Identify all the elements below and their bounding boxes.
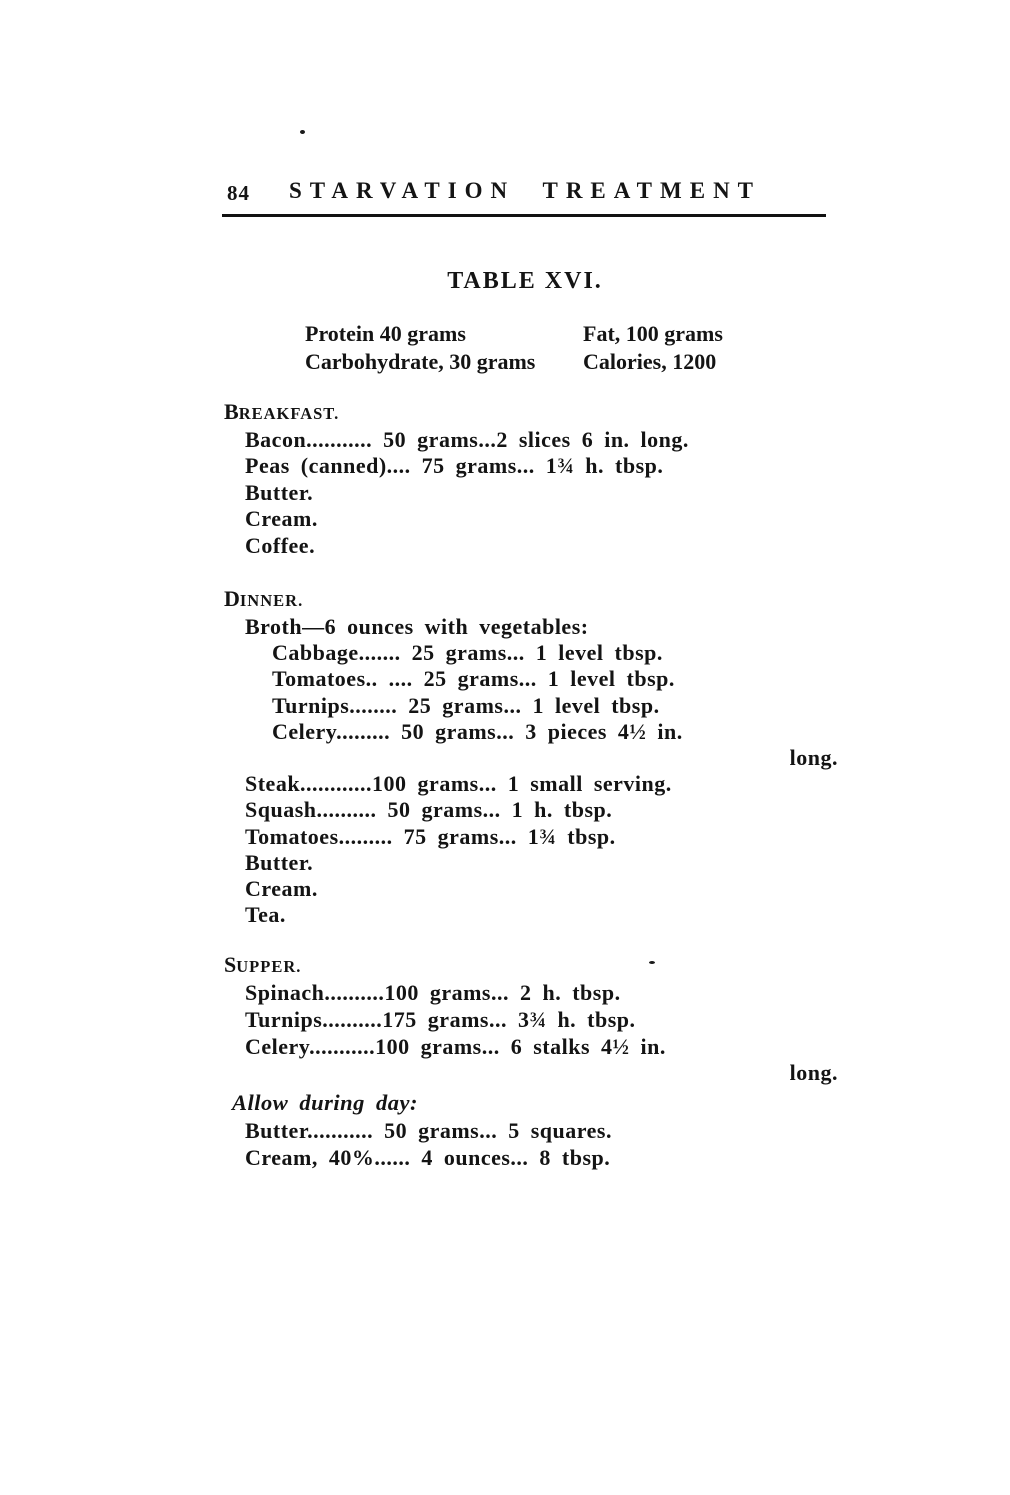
diet-line: Butter........... 50 grams... 5 squares. (245, 1117, 612, 1143)
heading-rest: INNER. (239, 591, 304, 611)
diet-line: Turnips........ 25 grams... 1 level tbsp. (272, 692, 660, 718)
diet-line: Spinach..........100 grams... 2 h. tbsp. (245, 980, 621, 1006)
diet-line: Cream, 40%...... 4 ounces... 8 tbsp. (245, 1144, 611, 1170)
diet-line: Broth—6 ounces with vegetables: (245, 614, 589, 640)
diet-line: Celery......... 50 grams... 3 pieces 4½ in. (272, 718, 683, 744)
nutrition-carbohydrate: Carbohydrate, 30 grams (305, 349, 536, 374)
nutrition-fat: Fat, 100 grams (583, 321, 723, 346)
heading-initial: B (224, 399, 239, 424)
diet-line: Cream. (245, 876, 318, 902)
section-heading-allow-during-day: Allow during day: (232, 1089, 419, 1115)
allow-lines (222, 1117, 828, 1171)
nutrition-row (305, 348, 828, 376)
section-heading-supper (224, 951, 828, 980)
table-content (222, 0, 838, 1171)
diet-line-continuation: long. (789, 745, 838, 771)
diet-line: Tea. (245, 902, 286, 928)
heading-rest: REAKFAST. (238, 404, 340, 423)
diet-line: Peas (canned).... 75 grams... 1¾ h. tbsp. (245, 453, 664, 479)
diet-line: Tomatoes.. .... 25 grams... 1 level tbsp. (272, 666, 675, 692)
running-title: STARVATION TREATMENT (288, 178, 762, 203)
diet-line: Cream. (245, 506, 318, 532)
diet-line: Bacon........... 50 grams...2 slices 6 in. long. (245, 427, 689, 452)
diet-line: Butter. (245, 479, 314, 505)
diet-line: Coffee. (245, 532, 316, 558)
page-number: 84 (227, 181, 250, 205)
nutrition-protein: Protein 40 grams (305, 321, 466, 346)
diet-line: Squash.......... 50 grams... 1 h. tbsp. (245, 797, 613, 823)
diet-line: Steak............100 grams... 1 small serving. (245, 771, 672, 797)
dinner-lines (222, 614, 838, 928)
section-heading-breakfast (224, 398, 828, 427)
nutrition-summary (305, 320, 828, 376)
supper-lines (222, 980, 838, 1086)
breakfast-lines (222, 427, 828, 559)
heading-initial: S (224, 952, 237, 978)
diet-line: Cabbage....... 25 grams... 1 level tbsp. (272, 640, 663, 666)
diet-line: Butter. (245, 849, 314, 875)
diet-line: Turnips..........175 grams... 3¾ h. tbsp. (245, 1007, 636, 1033)
nutrition-row (305, 320, 828, 348)
nutrition-calories: Calories, 1200 (583, 349, 717, 374)
heading-initial: D (224, 586, 240, 612)
table-title: TABLE XVI. (447, 268, 603, 294)
section-heading-dinner (224, 585, 828, 614)
diet-line: Tomatoes......... 75 grams... 1¾ tbsp. (245, 823, 616, 849)
diet-line-continuation: long. (789, 1060, 838, 1086)
heading-rest: UPPER. (236, 957, 302, 977)
diet-line: Celery...........100 grams... 6 stalks 4½ in. (245, 1033, 666, 1059)
